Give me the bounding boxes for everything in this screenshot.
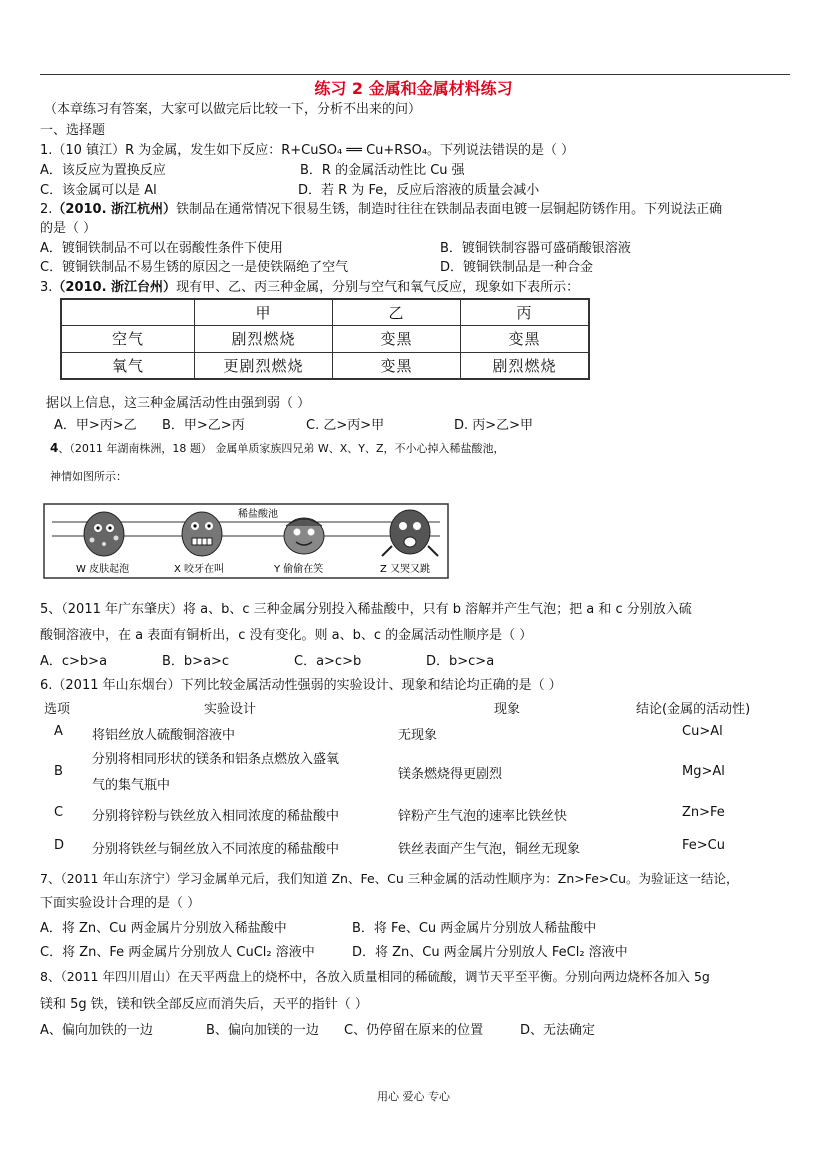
q6-header-phenomenon: 现象 bbox=[494, 702, 521, 717]
table-row bbox=[61, 352, 589, 379]
q5-option-a: A．c>b>a bbox=[40, 654, 108, 669]
q6-row-a-conclusion: Cu>Al bbox=[682, 724, 723, 739]
q6-row-a-phenomenon: 无现象 bbox=[398, 728, 438, 743]
q8-option-a: A、偏向加铁的一边 bbox=[40, 1023, 153, 1038]
page-title: 练习 2 金属和金属材料练习 bbox=[314, 79, 513, 98]
q1-stem: 1.（10 镇江）R 为金属，发生如下反应：R+CuSO₄ ══ Cu+RSO₄。下列说法错误的是（ ） bbox=[40, 143, 575, 158]
q6-row-d-design: 分别将铁丝与铜丝放入不同浓度的稀盐酸中 bbox=[92, 842, 340, 857]
q6-row-d-option: D bbox=[54, 838, 65, 853]
q8-stem-line2: 镁和 5g 铁，镁和铁全部反应而消失后，天平的指针（ ） bbox=[40, 997, 368, 1012]
q1-option-d: D．若 R 为 Fe，反应后溶液的质量会减小 bbox=[298, 183, 540, 198]
q7-option-d: D．将 Zn、Cu 两金属片分别放人 FeCl₂ 溶液中 bbox=[352, 945, 628, 960]
q3-header-cell: 甲 bbox=[195, 299, 333, 326]
q6-header-option: 选项 bbox=[44, 702, 71, 717]
q2-number: 2. bbox=[40, 202, 53, 217]
metal-x-figure bbox=[182, 512, 222, 556]
q3-stem bbox=[40, 276, 579, 295]
q2-option-c: C．镀铜铁制品不易生锈的原因之一是使铁隔绝了空气 bbox=[40, 260, 349, 275]
q7-option-a: A．将 Zn、Cu 两金属片分别放入稀盐酸中 bbox=[40, 921, 287, 936]
q7-stem-line1: 7、（2011 年山东济宁）学习金属单元后，我们知道 Zn、Fe、Cu 三种金属的活动性顺序为：Zn>Fe>Cu。为验证这一结论， bbox=[40, 871, 739, 886]
q3-source: （2010. 浙江台州） bbox=[52, 280, 177, 295]
q3-cell: 变黑 bbox=[333, 352, 461, 379]
header-rule bbox=[40, 74, 790, 75]
q1-option-c: C．该金属可以是 Al bbox=[40, 183, 157, 198]
q6-row-c-conclusion: Zn>Fe bbox=[682, 805, 725, 820]
intro-note: （本章练习有答案，大家可以做完后比较一下，分析不出来的问） bbox=[44, 102, 422, 117]
q7-stem-line2: 下面实验设计合理的是（ ） bbox=[40, 896, 201, 911]
q6-row-b-design-line1: 分别将相同形状的镁条和铝条点燃放入盛氧 bbox=[92, 752, 340, 767]
q6-row-b-option: B bbox=[54, 764, 63, 779]
q3-option-b: B．甲>乙>丙 bbox=[162, 418, 245, 433]
q6-row-a-design: 将铝丝放人硫酸铜溶液中 bbox=[92, 728, 236, 743]
q5-option-b: B．b>a>c bbox=[162, 654, 230, 669]
pool-label: 稀盐酸池 bbox=[238, 509, 278, 520]
q1-option-a: A．该反应为置换反应 bbox=[40, 163, 166, 178]
q8-stem-line1: 8、（2011 年四川眉山）在天平两盘上的烧杯中，各放入质量相同的稀硫酸，调节天平至平衡。分别向两边烧杯各加入 5g bbox=[40, 969, 710, 984]
q2-option-d: D．镀铜铁制品是一种合金 bbox=[440, 260, 594, 275]
q7-option-c: C．将 Zn、Fe 两金属片分别放人 CuCl₂ 溶液中 bbox=[40, 945, 315, 960]
q6-row-b-conclusion: Mg>Al bbox=[682, 764, 725, 779]
q4-stem-text: 、（2011 年湖南株洲，18 题） 金属单质家族四兄弟 W、X、Y、Z，不小心掉入稀盐酸池， bbox=[58, 442, 505, 455]
q3-cell: 剧烈燃烧 bbox=[461, 352, 590, 379]
q5-option-c: C．a>c>b bbox=[294, 654, 362, 669]
q3-stem-text: 现有甲、乙、丙三种金属，分别与空气和氧气反应，现象如下表所示： bbox=[176, 280, 580, 295]
q3-table-header bbox=[61, 299, 589, 326]
q3-option-d: D. 丙>乙>甲 bbox=[454, 418, 534, 433]
q6-header-conclusion: 结论(金属的活动性) bbox=[636, 702, 751, 717]
caption-y: Y 偷偷在笑 bbox=[274, 564, 324, 575]
q5-stem-line1: 5、（2011 年广东肇庆）将 a、b、c 三种金属分别投入稀盐酸中，只有 b 溶解并产生气泡；把 a 和 c 分别放入硫 bbox=[40, 602, 692, 617]
q3-number: 3. bbox=[40, 280, 53, 295]
q8-option-b: B、偏向加镁的一边 bbox=[206, 1023, 319, 1038]
q4-stem-line2: 神情如图所示： bbox=[50, 470, 127, 483]
page-footer: 用心 爱心 专心 bbox=[377, 1090, 450, 1103]
q6-row-b-phenomenon: 镁条燃烧得更剧烈 bbox=[398, 767, 503, 782]
q3-header-cell: 丙 bbox=[461, 299, 590, 326]
q6-row-b-design-line2: 气的集气瓶中 bbox=[92, 778, 171, 793]
q3-option-a: A．甲>丙>乙 bbox=[54, 418, 137, 433]
q5-stem-line2: 酸铜溶液中，在 a 表面有铜析出，c 没有变化。则 a、b、c 的金属活动性顺序是（ ） bbox=[40, 628, 533, 643]
caption-x: X 咬牙在叫 bbox=[174, 564, 225, 575]
q3-option-c: C. 乙>丙>甲 bbox=[306, 418, 385, 433]
table-row bbox=[61, 326, 589, 352]
q2-stem-line1 bbox=[40, 198, 722, 217]
q1-option-b: B．R 的金属活动性比 Cu 强 bbox=[300, 163, 465, 178]
q2-option-b: B．镀铜铁制容器可盛硝酸银溶液 bbox=[440, 241, 631, 256]
metal-y-figure bbox=[284, 518, 324, 554]
q6-row-d-conclusion: Fe>Cu bbox=[682, 838, 725, 853]
caption-z: Z 又哭又跳 bbox=[380, 564, 431, 575]
q8-option-c: C、仍停留在原来的位置 bbox=[344, 1023, 484, 1038]
q3-header-cell bbox=[61, 299, 195, 326]
q2-option-a: A．镀铜铁制品不可以在弱酸性条件下使用 bbox=[40, 241, 283, 256]
q3-cell: 变黑 bbox=[461, 326, 590, 352]
q3-ask: 据以上信息，这三种金属活动性由强到弱（ ） bbox=[46, 396, 311, 411]
q5-option-d: D．b>c>a bbox=[426, 654, 495, 669]
q2-source: （2010. 浙江杭州） bbox=[52, 202, 177, 217]
q6-row-c-phenomenon: 锌粉产生气泡的速率比铁丝快 bbox=[398, 809, 568, 824]
q2-stem-line2: 的是（ ） bbox=[40, 221, 97, 236]
q6-header-design: 实验设计 bbox=[204, 702, 257, 717]
q6-row-a-option: A bbox=[54, 724, 63, 739]
metal-w-figure bbox=[84, 512, 124, 556]
q3-cell: 剧烈燃烧 bbox=[195, 326, 333, 352]
q3-table bbox=[60, 298, 590, 380]
q3-cell: 更剧烈燃烧 bbox=[195, 352, 333, 379]
metal-z-figure bbox=[382, 510, 438, 556]
q4-number: 4 bbox=[50, 441, 59, 455]
q6-stem: 6.（2011 年山东烟台）下列比较金属活动性强弱的实验设计、现象和结论均正确的是（ ） bbox=[40, 678, 562, 693]
q3-header-cell: 乙 bbox=[333, 299, 461, 326]
q6-row-c-design: 分别将锌粉与铁丝放入相同浓度的稀盐酸中 bbox=[92, 809, 340, 824]
q3-cell: 变黑 bbox=[333, 326, 461, 352]
q6-row-d-phenomenon: 铁丝表面产生气泡，铜丝无现象 bbox=[398, 842, 581, 857]
q3-cell: 空气 bbox=[61, 326, 195, 352]
q7-option-b: B．将 Fe、Cu 两金属片分别放人稀盐酸中 bbox=[352, 921, 597, 936]
section-heading: 一、选择题 bbox=[40, 123, 106, 138]
q3-cell: 氧气 bbox=[61, 352, 195, 379]
q2-stem-text: 铁制品在通常情况下很易生锈，制造时往往在铁制品表面电镀一层铜起防锈作用。下列说法正确 bbox=[176, 202, 723, 217]
caption-w: W 皮肤起泡 bbox=[76, 564, 130, 575]
q4-stem-line1 bbox=[50, 440, 505, 456]
q6-row-c-option: C bbox=[54, 805, 64, 820]
q8-option-d: D、无法确定 bbox=[520, 1023, 596, 1038]
q4-illustration bbox=[42, 498, 452, 582]
